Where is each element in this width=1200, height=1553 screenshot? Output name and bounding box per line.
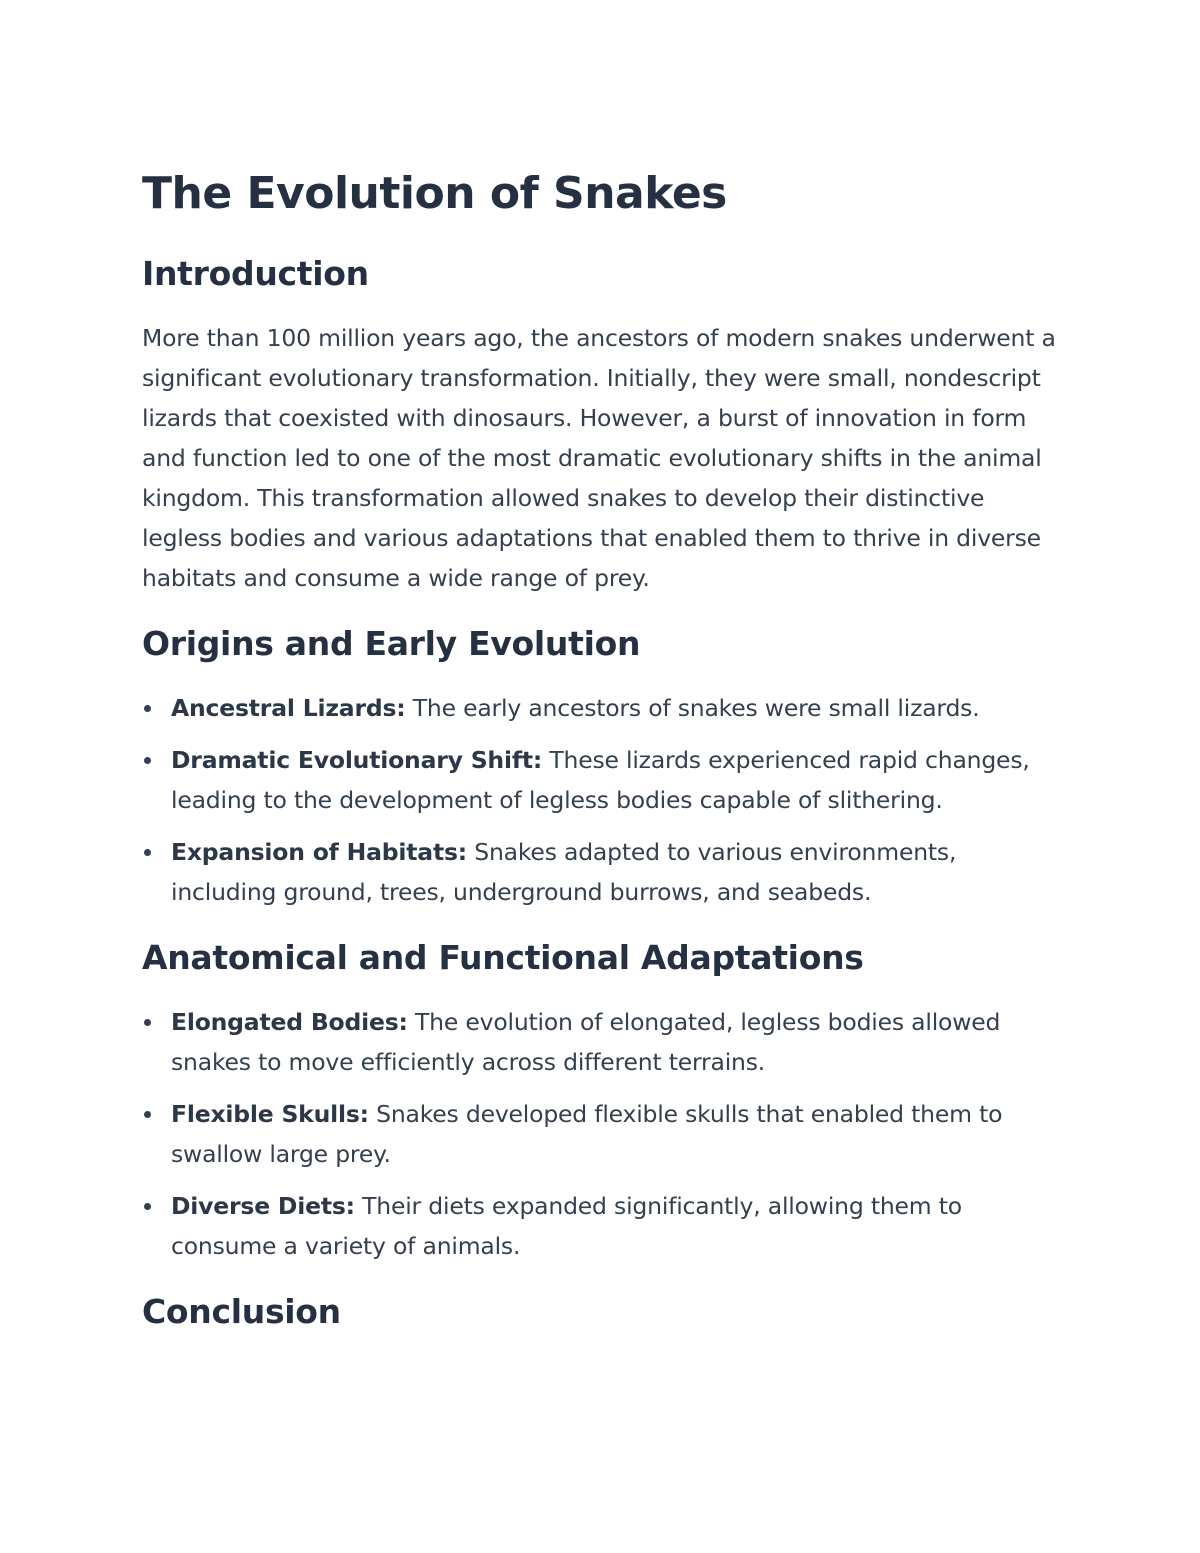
bullet-icon bbox=[144, 849, 151, 856]
list-item-text: The evolution of elongated, legless bodies allowed snakes to move efficiently across different terrains. bbox=[171, 1008, 1001, 1076]
list-item-term: Diverse Diets: bbox=[171, 1192, 355, 1220]
list-item-text: Snakes developed flexible skulls that enabled them to swallow large prey. bbox=[171, 1100, 1003, 1168]
bullet-icon bbox=[144, 1019, 151, 1026]
list-item-term: Ancestral Lizards: bbox=[171, 694, 406, 722]
adaptations-list bbox=[142, 1002, 1058, 1266]
list-item-text: Snakes adapted to various environments, including ground, trees, underground burrows, and seabeds. bbox=[171, 838, 957, 906]
introduction-paragraph: More than 100 million years ago, the ancestors of modern snakes underwent a significant evolutionary transformation. Initially, they were small, nondescript lizards that coexisted with dinosaurs. However, a burst of innovation in form and function led to one of the most dramatic evolutionary shifts in the animal kingdom. This transformation allowed snakes to develop their distinctive legless bodies and various adaptations that enabled them to thrive in diverse habitats and consume a wide range of prey. bbox=[142, 324, 1056, 592]
list-item-term: Elongated Bodies: bbox=[171, 1008, 408, 1036]
bullet-icon bbox=[144, 1203, 151, 1210]
list-item bbox=[142, 1002, 1058, 1082]
list-item bbox=[142, 688, 1058, 728]
adaptations-heading: Anatomical and Functional Adaptations bbox=[142, 938, 864, 977]
bullet-icon bbox=[144, 757, 151, 764]
conclusion-heading: Conclusion bbox=[142, 1292, 341, 1331]
list-item-term: Expansion of Habitats: bbox=[171, 838, 467, 866]
list-item bbox=[142, 740, 1058, 820]
list-item bbox=[142, 1186, 1058, 1266]
list-item bbox=[142, 1094, 1058, 1174]
list-item-text: The early ancestors of snakes were small lizards. bbox=[405, 694, 980, 722]
list-item-term: Dramatic Evolutionary Shift: bbox=[171, 746, 543, 774]
bullet-icon bbox=[144, 1111, 151, 1118]
list-item-text: These lizards experienced rapid changes, leading to the development of legless bodies capable of slithering. bbox=[171, 746, 1030, 814]
list-item-text: Their diets expanded significantly, allowing them to consume a variety of animals. bbox=[171, 1192, 962, 1260]
bullet-icon bbox=[144, 705, 151, 712]
origins-list bbox=[142, 688, 1058, 912]
list-item-term: Flexible Skulls: bbox=[171, 1100, 369, 1128]
origins-heading: Origins and Early Evolution bbox=[142, 624, 641, 663]
list-item bbox=[142, 832, 1058, 912]
document-title: The Evolution of Snakes bbox=[142, 168, 727, 219]
introduction-heading: Introduction bbox=[142, 254, 369, 293]
